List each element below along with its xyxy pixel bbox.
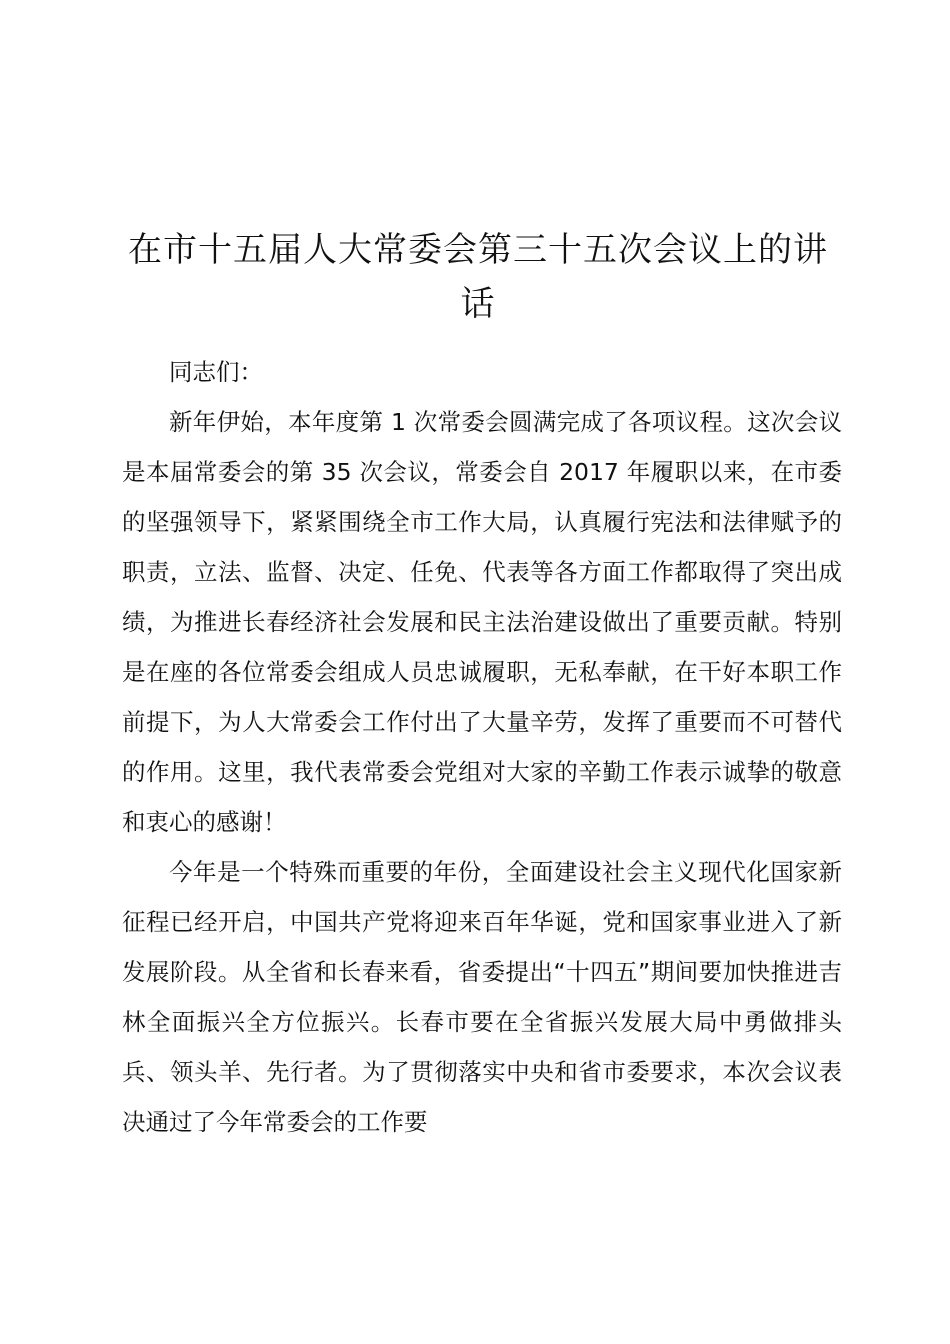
paragraph-2: 今年是一个特殊而重要的年份，全面建设社会主义现代化国家新征程已经开启，中国共产党将迎来百年华诞，党和国家事业进入了新发展阶段。从全省和长春来看，省委提出“十四五”期间要加快推进吉林全面振兴全方位振兴。长春市要在全省振兴发展大局中勇做排头兵、领头羊、先行者。为了贯彻落实中央和省市委要求，本次会议表决通过了今年常委会的工作要 [122,858,842,1136]
speech-body [122,347,842,1147]
speech-title: 在市十五届人大常委会第三十五次会议上的讲话 [128,230,828,324]
salutation: 同志们： [169,358,263,386]
paragraph-1: 新年伊始，本年度第 1 次常委会圆满完成了各项议程。这次会议是本届常委会的第 35 次会议，常委会自 2017 年履职以来，在市委的坚强领导下，紧紧围绕全市工作大局，认真履行宪法和法律赋予的职责，立法、监督、决定、任免、代表等各方面工作都取得了突出成绩，为推进长春经济社会发展和民主法治建设做出了重要贡献。特别是在座的各位常委会组成人员忠诚履职，无私奉献，在干好本职工作前提下，为人大常委会工作付出了大量辛劳，发挥了重要而不可替代的作用。这里，我代表常委会党组对大家的辛勤工作表示诚挚的敬意和衷心的感谢！ [122,408,842,836]
